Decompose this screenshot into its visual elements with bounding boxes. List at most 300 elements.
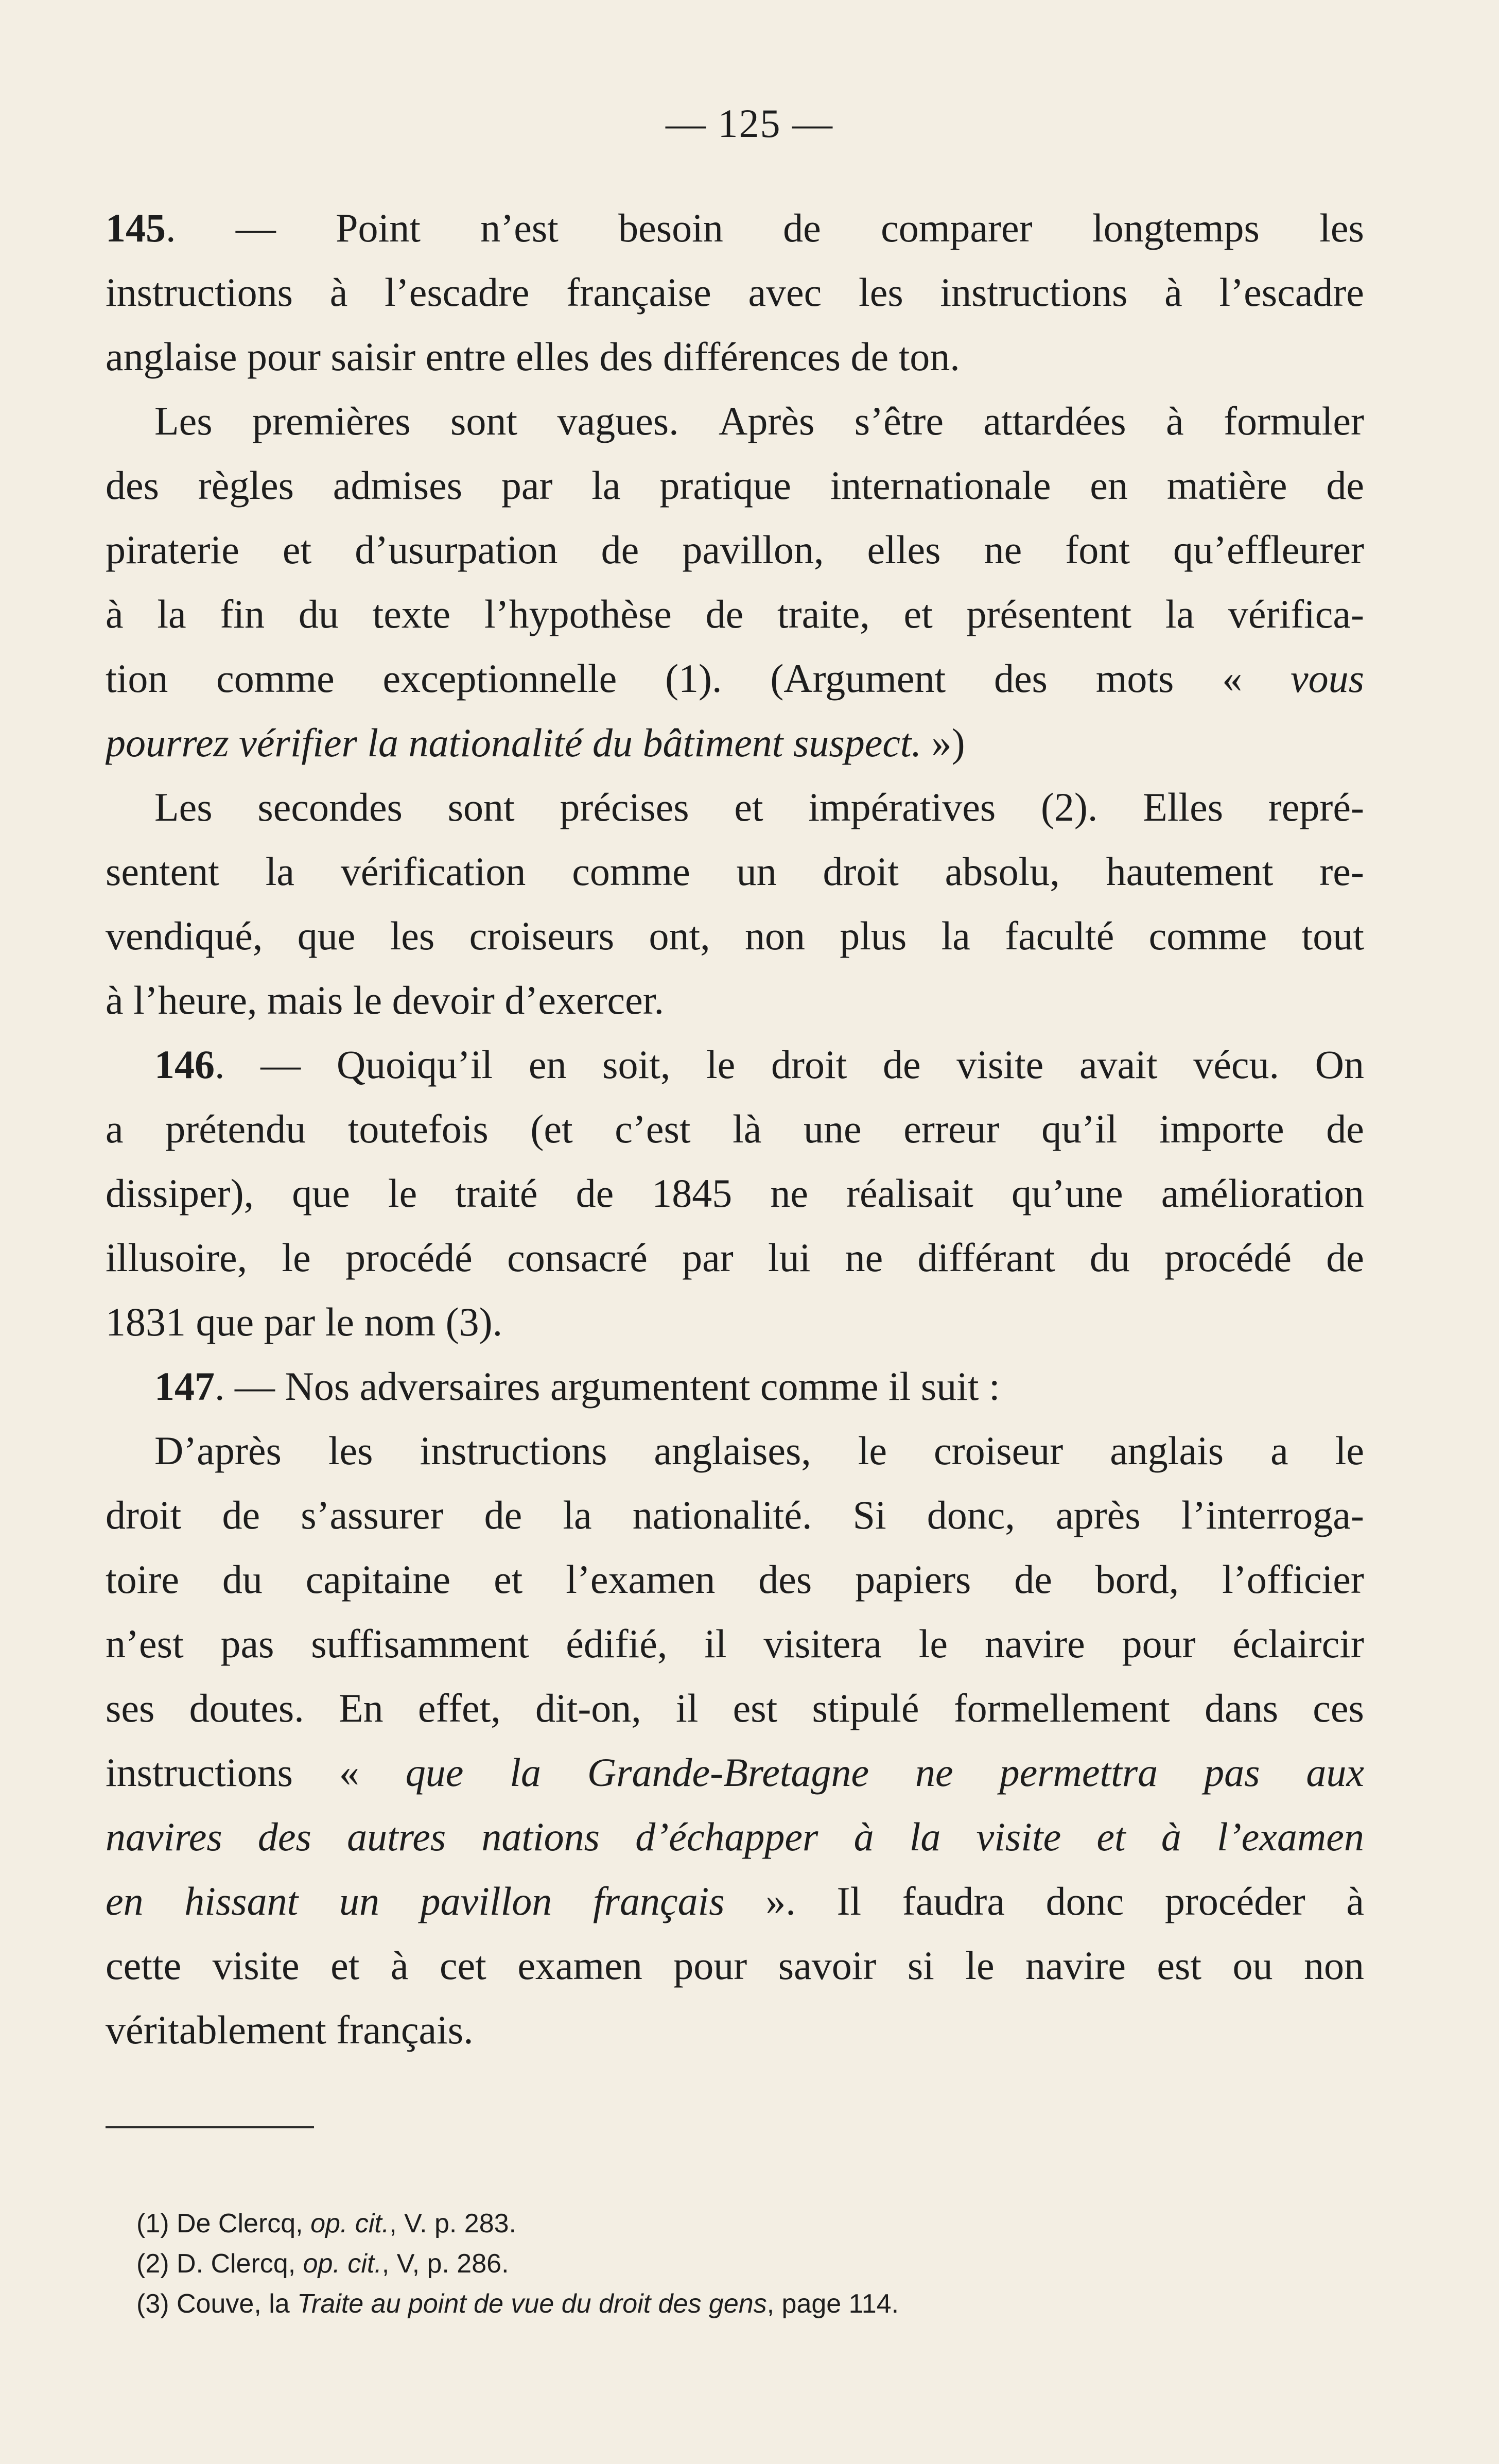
word-part: le [388,1171,417,1216]
word [154,389,213,453]
word-part: de [1326,463,1364,508]
word [1096,646,1174,710]
word-part: de [576,1171,614,1216]
word [566,260,711,324]
word [576,1161,614,1225]
word [1302,904,1364,968]
word-part: des [993,656,1048,701]
text-line [106,1032,1364,1097]
word [330,1933,359,1998]
word-part: vagues. [557,398,679,443]
word-part: formuler [1224,398,1364,443]
word-part: un [736,849,777,894]
word [1166,389,1184,453]
word [1326,1097,1364,1161]
word-part: la [157,592,186,636]
word-part: 145 [106,205,166,250]
word [311,1611,529,1676]
word-part: fin [220,592,265,636]
word [956,1032,1043,1097]
word [1025,1933,1126,1998]
word-part: sont [450,398,518,443]
word-part: ». [765,1879,796,1923]
word-part: toutefois [347,1106,489,1151]
word-part: à [329,270,348,315]
word [927,1483,1015,1547]
word [1165,1869,1305,1933]
word-part: traite, [777,592,870,636]
word [854,1804,874,1869]
word-part: Si [852,1493,886,1537]
word [339,1740,359,1804]
word [572,839,690,904]
word-part: hautement [1106,849,1274,894]
word-part: « [339,1750,359,1795]
word [1315,1032,1364,1097]
text-line [106,1740,1364,1804]
word [1346,1869,1364,1933]
word [517,1933,642,1998]
word-part: en [106,1879,144,1923]
word-part: Il [836,1879,862,1923]
word [535,1676,641,1740]
word [704,1611,726,1676]
word [530,1097,572,1161]
word [336,196,421,260]
word-part: importe [1159,1106,1284,1151]
word [593,1869,725,1933]
word [954,1676,1170,1740]
word-part: un [339,1879,379,1923]
word-part: à [1164,270,1182,315]
word [298,904,356,968]
word-part: capitaine [305,1557,451,1602]
word-part: (1). [665,656,722,701]
word-part: d’échapper [635,1814,818,1859]
word [1222,646,1242,710]
word-part: il [704,1621,727,1666]
word [719,389,814,453]
word [339,1869,379,1933]
text-run: ») [921,720,965,765]
word-part: de [1014,1557,1052,1602]
word [106,1161,254,1225]
word-part: l’escadre [385,270,530,315]
footnote-text: (3) Couve, la [136,2289,298,2319]
word-part: le [1335,1428,1364,1473]
word-part: réalisait [846,1171,973,1216]
word [1095,1547,1179,1611]
word-part: texte [372,592,451,636]
word-part: la [941,913,970,958]
word [198,453,294,517]
word-part: formellement [953,1686,1170,1730]
text-line [106,1547,1364,1611]
word-part: suffisamment [311,1621,529,1666]
word [1232,1611,1364,1676]
word [345,1225,473,1290]
word-part: comparer [881,205,1033,250]
word-part: des [257,1814,311,1859]
page-number: — 125 — [666,101,833,146]
text-line [106,582,1364,646]
word-part: premières [252,398,411,443]
word [282,1225,310,1290]
word [1005,904,1114,968]
word-part: après [1056,1493,1141,1537]
word [867,517,941,582]
word [748,260,822,324]
word [903,1097,999,1161]
word-part: illusoire, [106,1235,248,1280]
text-line [106,904,1364,968]
word [967,582,1132,646]
text-line [106,1097,1364,1161]
word [1222,1547,1364,1611]
word [1079,1032,1158,1097]
word-part: — [235,205,276,250]
word [1205,1676,1278,1740]
word-part: s’assurer [301,1493,444,1537]
word-part: que [297,913,356,958]
word-part: pour [673,1943,747,1988]
word-part: le [858,1428,887,1473]
word-part: non [744,913,805,958]
word [745,904,805,968]
word [673,1933,747,1998]
word [420,1418,607,1483]
word [1167,453,1287,517]
word [258,1804,311,1869]
word [299,582,339,646]
word [1161,1161,1364,1225]
word [106,196,176,260]
word-part: qu’il [1041,1106,1118,1151]
text-line [106,775,1364,839]
word-part: erreur [903,1106,1000,1151]
word [189,1676,304,1740]
word [106,517,239,582]
word-part: croiseurs [469,913,615,958]
word-part: par [682,1235,734,1280]
word [1159,1097,1284,1161]
word-part: pour [1122,1621,1196,1666]
word-part: là [733,1106,762,1151]
word-part: procédé [345,1235,473,1280]
word-part: les [859,270,903,315]
word-part: aux [1306,1750,1364,1795]
word-part: impératives [808,785,996,829]
word-part: (Argument [770,656,946,701]
word [983,389,1126,453]
word-part: plus [840,913,907,958]
word-part: besoin [618,205,723,250]
word-part: comme [572,849,690,894]
word [765,1869,796,1933]
text-line [106,1225,1364,1290]
word-part: croiseur [934,1428,1064,1473]
word [222,1483,260,1547]
word-part: et [1096,1814,1126,1859]
word-part: des [106,463,159,508]
word [602,1032,670,1097]
word [659,453,791,517]
word [601,517,639,582]
word-part: soit, [602,1042,671,1087]
word [390,904,435,968]
word-part: donc, [927,1493,1015,1537]
word-part: et [903,592,933,636]
word-part: de [705,592,744,636]
word-part: nations [481,1814,600,1859]
word [665,646,722,710]
word-part: et [734,785,763,829]
word [283,517,311,582]
word [706,582,744,646]
word [292,1161,350,1225]
word [529,1032,567,1097]
text-run: anglaise pour saisir entre elles des différences de ton. [106,334,960,379]
word-part: elles [867,527,941,572]
text-line [106,1933,1364,1998]
word-part: et [494,1557,523,1602]
word-part: différant [917,1235,1055,1280]
word-part: consacré [507,1235,648,1280]
word-part: à [1166,398,1184,443]
text-line [106,1354,1364,1418]
word [984,517,1022,582]
word [1319,839,1364,904]
word [154,1418,282,1483]
word [734,775,763,839]
word [1092,196,1260,260]
word-part: permettra [999,1750,1158,1795]
word [1149,904,1267,968]
word-part: Après [719,398,815,443]
word-part: instructions [420,1428,607,1473]
word-part: c’est [615,1106,691,1151]
word [883,1032,921,1097]
text-line [106,453,1364,517]
word-part: ses [106,1686,155,1730]
word-part: hissant [184,1879,299,1923]
word [106,904,263,968]
word-part: cet [439,1943,486,1988]
word-part: stipulé [812,1686,919,1730]
word-part: pas [220,1621,274,1666]
word-part: a [106,1106,124,1151]
word [440,1933,486,1998]
word [733,1097,761,1161]
word-part: ont, [649,913,710,958]
word-part: nationalité. [632,1493,812,1537]
word [618,196,723,260]
word [184,1869,298,1933]
word-part: instructions [106,270,293,315]
word [994,646,1048,710]
word [106,646,168,710]
word [1224,389,1364,453]
word-part: à [853,1814,874,1859]
word-part: le [282,1235,311,1280]
word [635,1804,818,1869]
word-part: éclaircir [1232,1621,1364,1666]
word-part: examen [517,1943,642,1988]
word-part: de [783,205,821,250]
word-part: ne [915,1750,953,1795]
word-part: pavillon [420,1879,552,1923]
word [480,196,559,260]
footnotes [136,2203,1320,2324]
word [846,1161,973,1225]
word-part: vérifica- [1228,592,1364,636]
word [484,582,672,646]
word [910,1804,941,1869]
word [812,1676,919,1740]
text-line [106,1418,1364,1483]
word [855,389,944,453]
word-part: toire [106,1557,179,1602]
word-part: instructions [106,1750,293,1795]
word-part: en [528,1042,567,1087]
word [106,1869,144,1933]
word [1090,1225,1130,1290]
word [977,1804,1061,1869]
word [855,1547,971,1611]
word [1000,1740,1158,1804]
word [1096,1804,1125,1869]
word [1122,1611,1196,1676]
word [830,453,1051,517]
word [106,582,124,646]
word-part: Quoiqu’il [336,1042,493,1087]
word-part: et [330,1943,360,1988]
word-part: que [405,1750,464,1795]
word-part: droit [106,1493,182,1537]
word-part: à [390,1943,409,1988]
word [649,904,710,968]
text-line [106,839,1364,904]
word [1157,1933,1201,1998]
text-line [106,1483,1364,1547]
word [915,1740,953,1804]
word-part: l’officier [1222,1557,1364,1602]
word [706,1032,735,1097]
word-part: la [909,1814,941,1859]
word [1326,1225,1364,1290]
word-part: « [1222,656,1243,701]
word-part: mots [1095,656,1174,701]
word [918,1225,1055,1290]
word [106,453,159,517]
word-part: n’est [480,205,559,250]
word [758,1547,812,1611]
word [154,1032,225,1097]
word [484,1483,522,1547]
word [106,1225,247,1290]
word-part: anglais [1110,1428,1224,1473]
text-line [106,260,1364,324]
word-part: du [298,592,339,636]
word-part: ces [1313,1686,1364,1730]
word-part: re- [1319,849,1364,894]
footnote-text: (2) D. Clercq, [136,2249,303,2279]
word [985,1611,1085,1676]
word [106,260,293,324]
word-part: en [1090,463,1128,508]
word [106,1547,179,1611]
word [301,1483,443,1547]
word [1164,260,1182,324]
word-part: lui [768,1235,811,1280]
word-part: Grande-Bretagne [587,1750,869,1795]
word [333,453,462,517]
word-part: une [804,1106,862,1151]
word [652,1161,732,1225]
word-part: l’interroga- [1181,1493,1364,1537]
word-part: . [215,1042,225,1087]
word [448,775,515,839]
word-part: exceptionnelle [382,656,617,701]
word-part: à [1346,1879,1364,1923]
word [106,1611,184,1676]
word [881,196,1032,260]
word-part: amélioration [1161,1171,1364,1216]
word-part: procédé [1164,1235,1292,1280]
word [450,389,517,453]
word-part: d’usurpation [355,527,558,572]
word [222,1547,263,1611]
word-part: comme [1148,913,1267,958]
word [654,1418,811,1483]
word [1164,1225,1292,1290]
word-part: de [1326,1235,1364,1280]
word [908,1933,934,1998]
text-run: 1831 que par le nom (3). [106,1299,503,1344]
word-part: à [1161,1814,1181,1859]
word-part: les [328,1428,373,1473]
word-part: longtemps [1092,205,1260,250]
text-line [106,1804,1364,1869]
word-part: est [1157,1943,1202,1988]
word-part: des [758,1557,812,1602]
word-part: visite [212,1943,300,1988]
text-line [106,710,1364,775]
word-part: l’hypothèse [484,592,672,636]
text-line [106,1611,1364,1676]
word-part: navires [106,1814,222,1859]
word [1233,1933,1273,1998]
word [507,1225,648,1290]
word [1291,646,1364,710]
word-part: que [292,1171,350,1216]
word [216,646,335,710]
text-line [106,1676,1364,1740]
word-part: traité [455,1171,538,1216]
word [1193,1032,1279,1097]
word [942,904,970,968]
word [213,1933,300,1998]
word [845,1225,883,1290]
word-part: bord, [1095,1557,1179,1602]
footnote-text: Traite au point de vue du droit des gens [297,2289,767,2319]
word [778,1933,877,1998]
word-part: On [1315,1042,1364,1087]
word-part: matière [1166,463,1287,508]
word-part: navire [1025,1943,1126,1988]
word [859,260,903,324]
word [823,839,898,904]
